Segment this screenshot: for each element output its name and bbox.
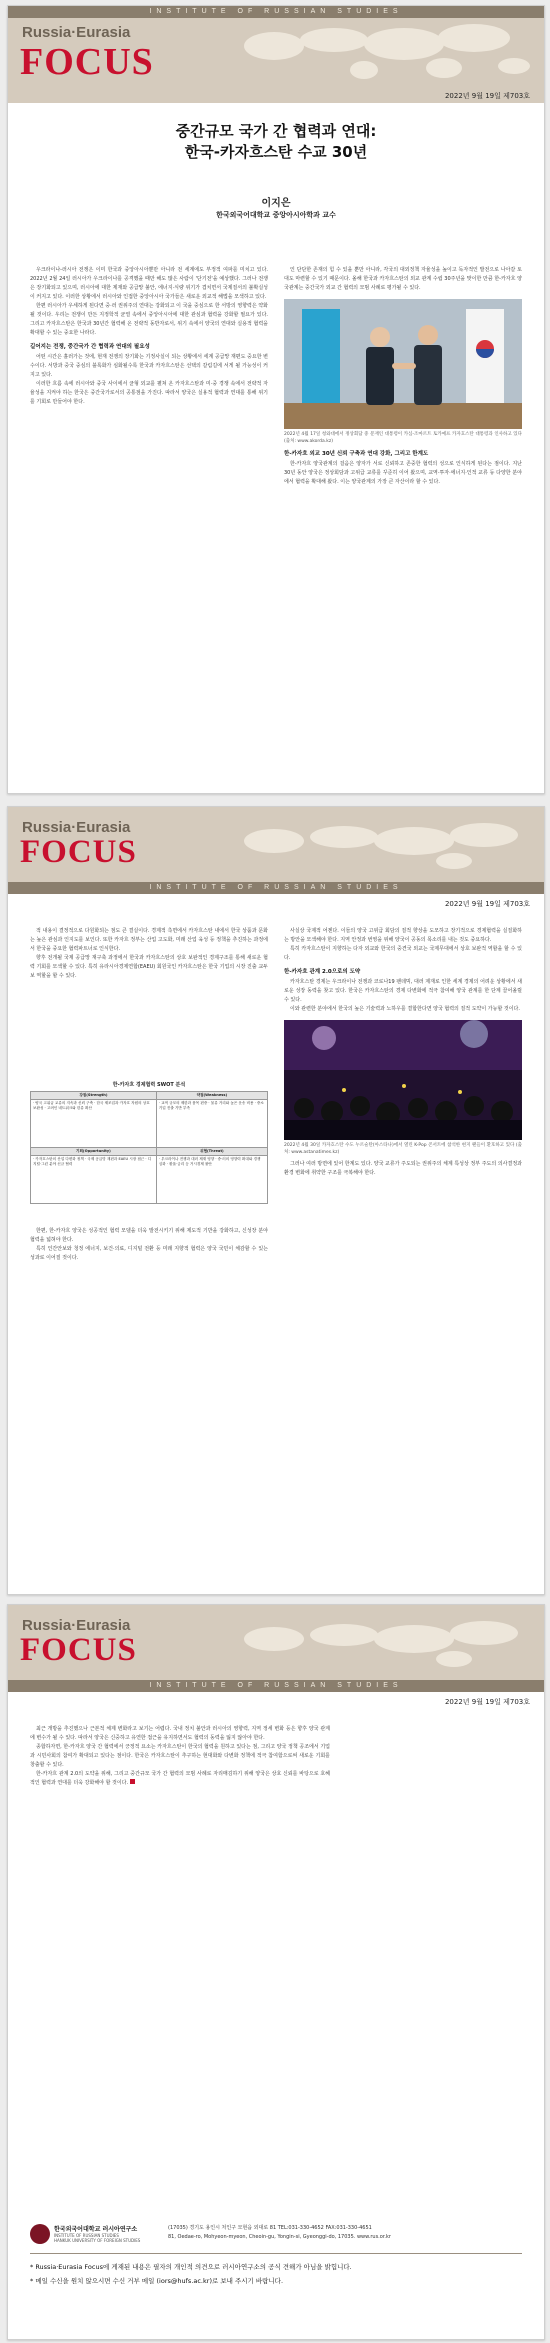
paragraph: 우크라이나-러시아 전쟁은 이미 한국과 중앙아시아뿐만 아니라 전 세계에도 부정적 여파를 미치고 있다. 2022년 2월 24일 러시아가 우크라이나를 공격했을 때만 해도 많은 사람이 '단기전'을 예상했다. 그러나 전쟁은 장기화되고 있으며, 러시아에 대한 제재와 공급망 불안, 에너지·식량 위기가 겹치면서 국제질서의 불확실성이 커지고 있다. 이러한 상황에서 러시아와 인접한 중앙아시아 국가들은 새로운 외교적 해법을 모색하고 있다. [30,267,268,300]
footer-org-english [54,2233,140,2243]
paragraph: 한편, 한-카자흐 양국은 성공적인 협력 모델을 더욱 발전시키기 위해 제도적 기반을 강화하고, 신성장 분야 협력을 넓혀야 한다. [30,1228,268,1243]
paragraph: 이러한 흐름 속에 러시아와 중국 사이에서 균형 외교를 펼쳐 온 카자흐스탄과 미·중 경쟁 속에서 전략적 자율성을 지켜야 하는 한국은 중간국가로서의 공통점을 가진다. 따라서 양국은 실용적 협력과 연대를 통해 위기를 기회로 만들어야 한다. [30,381,268,405]
series-title-small: Russia·Eurasia [22,819,131,836]
swot-table [30,1091,268,1204]
concert-photo [284,1020,522,1140]
swot-opportunity-body: · 카자흐스탄의 산업 다변화 정책 · 국제 공급망 재편과 EAEU 시장 접근 · 디지털·그린 분야 신규 협력 [31,1156,157,1204]
paragraph [30,1770,330,1788]
newsletter-header [8,6,544,103]
newsletter-header [8,807,544,894]
article-title-line2: 한국-카자흐스탄 수교 30년 [184,143,368,161]
newsletter-header [8,1605,544,1692]
article-title-line1: 중간규모 국가 간 협력과 연대: [175,122,377,140]
paragraph: 이와 관련한 분야에서 한국의 높은 기술력과 노하우를 결합한다면 양국 협력의 질적 도약이 가능할 것이다. [290,1006,520,1012]
paragraph: 최근 개방을 추진했으나 근본적 체제 변화라고 보기는 어렵다. 국내 정치 불안과 러시아의 영향력, 지역 정세 변화 등은 향후 양국 관계에 변수가 될 수 있다. 따라서 양국은 신중하고 유연한 접근을 유지하면서도 협력의 동력을 잃지 않아야 한다. [30,1726,330,1741]
author-name: 이지은 [261,198,291,209]
series-title-focus: FOCUS [20,1632,137,1668]
issue-date: 2022년 9월 19일 제703호 [444,900,530,908]
paragraph: 카자흐스탄 경제는 우크라이나 전쟁과 코로나19 팬데믹, 대러 제재로 인한 세계 경제의 어려운 상황에서 새로운 성장 동력을 찾고 있다. 한국은 카자흐스탄의 경제 다변화에 적극 참여해 양국 관계를 한 단계 끌어올릴 수 있다. [284,979,522,1003]
section-heading: 한-카자흐 관계 2.0으로의 도약 [284,969,361,975]
page3-body [30,1725,330,1975]
swot-table-title: 한-카자흐 경제협력 SWOT 분석 [112,1082,186,1088]
footer-divider [30,2253,522,2254]
paragraph: 특히 카자흐스탄이 지향하는 다자 외교와 한국의 중견국 외교는 국제무대에서 상호 보완적 역할을 할 수 있다. [284,946,522,961]
concert-photo-image [284,1020,522,1140]
header-bottom-bar: INSTITUTE OF RUSSIAN STUDIES [8,1680,544,1692]
paragraph: 사실상 국제적 어젠다. 이들의 양국 고위급 회담의 질적 향상을 도모하고 장기적으로 경제협력을 실질화하는 방안을 모색해야 한다. 지역 안정과 번영을 위해 양국이 공동의 목소리를 내는 것도 중요하다. [284,928,522,943]
swot-threat-header: 위협(Threat) [156,1148,267,1156]
paragraph: 적 내용이 결정적으로 다원화되는 점도 큰 결실이다. 경제적 측면에서 카자흐스탄 내에서 한국 상품과 문화는 높은 관심과 인지도를 보인다. 또한 카자흐 정부는 산업 고도화, 미래 산업 육성 등 정책을 추진하는 과정에서 한국을 중요한 협력파트너로 인식한다. [30,928,268,952]
section-heading: 한-카자흐 외교 30년 신뢰 구축과 연대 강화, 그리고 한계도 [284,451,429,457]
footer-address-ko: (17035) 경기도 용인시 처인구 모현읍 외대로 81 TEL:031-330-4652 FAX:031-330-4651 [168,2225,372,2231]
page1-left-column [30,266,268,771]
series-title-focus: FOCUS [20,834,137,870]
swot-opportunity-header: 기회(Opportunity) [31,1148,157,1156]
author-affiliation: 한국외국어대학교 중앙아시아학과 교수 [216,211,336,219]
paragraph: 한-카자흐 양국관계의 걸음은 양자가 서로 신뢰하고 존중한 협력의 성으로 인식하게 된다는 점이다. 지난 30년 동안 양국은 정상회담과 고위급 교류를 꾸준히 이어 왔으며, 교역·투자·에너지·인적 교류 등 다양한 분야에서 협력을 확대해 왔다. 이는 양국관계의 가장 큰 자산이라 할 수 있다. [284,461,522,485]
series-title-small: Russia·Eurasia [22,24,131,41]
swot-strength-header: 강점(Strength) [31,1092,157,1100]
page-3 [7,1604,545,2340]
institute-seal-icon [30,2224,50,2244]
paragraph: 특히 인간안보와 청정 에너지, 보건·의료, 디지털 전환 등 미래 지향적 협력은 양국 국민이 체감할 수 있는 성과로 이어질 것이다. [30,1246,268,1261]
page2-left-column [30,927,268,1072]
issue-date: 2022년 9월 19일 제703호 [444,1698,530,1706]
issue-date: 2022년 9월 19일 제703호 [444,92,530,100]
page2-right-column [284,927,522,1572]
paragraph-text: 한-카자흐 관계 2.0의 도약을 위해, 그리고 중간규모 국가 간 협력의 모범 사례로 자리매김하기 위해 양국은 상호 신뢰를 바탕으로 호혜적인 협력과 연대를 더욱 강화해야 할 것이다. [30,1771,330,1786]
footer-org-name: 한국외국어대학교 러시아연구소 [54,2226,138,2233]
paragraph: 그러나 여러 방면에 있어 한계도 있다. 양국 교류가 주도되는 권위주의 체계 특성상 정부 주도의 의사결정과 환경 변화에 취약한 구조를 극복해야 한다. [284,1161,522,1176]
photo-caption: 2022년 4월 17일 청와대에서 정상회담 중 문재인 대통령이 카심-조마르트 토카예프 카자흐스탄 대통령과 인사하고 있다 (출처: www.akorda.kz) [284,432,522,444]
series-title-small: Russia·Eurasia [22,1617,131,1634]
swot-weakness-body: · 교역 규모의 제한과 품목 편중 · 물류 거리와 높은 운송 비용 · 중소기업 진출 기반 부족 [156,1100,267,1148]
footer-address [168,2224,498,2242]
header-top-bar: INSTITUTE OF RUSSIAN STUDIES [8,6,544,18]
swot-threat-body: · 우크라이나 전쟁과 대러 제재 영향 · 중·러의 영향력 확대와 경쟁 심화 · 환율·금리 등 거시경제 불안 [156,1156,267,1204]
header-bottom-bar: INSTITUTE OF RUSSIAN STUDIES [8,882,544,894]
paragraph: 한편 러시아가 우세하게 된다면 중·러 권위주의 연대는 강화되고 이 국을 중심으로 한 서방의 영향력은 약화될 것이다. 우리는 전쟁이 만든 지정학적 균열 속에서 중앙아시아에 대한 관심과 협력을 강화할 필요가 있다. 그리고 카자흐스탄은 한국과 30년간 협력해 온 전략적 동반자로서, 위기 속에서 양국의 연대와 실용적 협력을 확대할 수 있는 중요한 나라다. [30,303,268,336]
summit-photo-image [284,299,522,429]
page-2 [7,806,545,1595]
footer-org-english-line2: HANKUK UNIVERSITY OF FOREIGN STUDIES [54,2238,141,2243]
paragraph: 인 단단한 존재의 힘 수 있을 뿐만 아니라, 각국의 대외정책 자율성을 높이고 독자적인 발전으로 나아갈 토대도 마련할 수 있기 때문이다. 올해 한국과 카자흐스탄의 외교 관계 수립 30주년을 맞이한 만큼 한-카자흐 양국관계는 중간국가 외교 간 협력의 모범 사례로 평가될 수 있다. [284,267,522,291]
paragraph: 향후 전개될 국제 공급망 재구축 과정에서 한국과 카자흐스탄의 상호 보완적인 경제구조를 통해 새로운 협력 기회를 모색할 수 있다. 특히 유라시아경제연합(EAEU) 회원국인 카자흐스탄은 한국 기업의 시장 진출 교두보 역할을 할 수 있다. [30,955,268,979]
footer-org-english-line1: INSTITUTE OF RUSSIAN STUDIES [54,2233,119,2238]
paragraph: 어떤 시간은 흘러가는 것에, 현재 전쟁의 장기화는 기정사실이 되는 상황에서 세계 공급망 재편도 중요한 변수이다. 서방과 중국 중심의 블록화가 심화될수록 한국과 카자흐스탄은 선택의 갈림길에 서게 될 가능성이 커지고 있다. [30,354,268,378]
world-map-icon [214,807,544,894]
photo-caption: 2022년 4월 30일 카자흐스탄 수도 누르술탄(아스타나)에서 열린 K-Pop 콘서트에 참석한 현지 팬들이 환호하고 있다 (출처: www.astanatimes.kz) [284,1143,522,1155]
swot-strength-body: · 양국 고위급 교류의 지속과 신뢰 구축 · 한국 제조업과 카자흐 자원의 상호 보완성 · 고려인 네트워크와 한류 확산 [31,1100,157,1148]
footer-address-en: 81, Oedae-ro, Mohyeon-myeon, Cheoin-gu, Yongin-si, Gyeonggi-do, 17035. www.rus.or.kr [168,2234,391,2240]
footer-unsubscribe-note: * 메일 수신을 원치 않으시면 수신 거부 메일 (iors@hufs.ac.kr)로 보내 주시기 바랍니다. [30,2277,284,2285]
page2-left-column-lower [30,1227,268,1572]
page1-right-column [284,266,522,771]
section-heading: 길어지는 전쟁, 중간국가 간 협력과 연대의 필요성 [30,344,150,350]
swot-weakness-header: 약점(Weakness) [156,1092,267,1100]
world-map-icon [214,1605,544,1692]
world-map-icon [214,6,544,103]
summit-photo [284,299,522,429]
article-title [8,121,544,163]
end-mark-icon [130,1779,135,1784]
paragraph: 종합하자면, 한-카자흐 양국 간 협력에서 긍정적 요소는 카자흐스탄이 한국의 협력을 원하고 있다는 점, 그리고 양국 정책 공조에서 기업과 시민사회의 참여가 확대되고 있다는 점이다. 한국은 카자흐스탄이 추구하는 현대화와 다변화 정책에 적극 참여함으로써 새로운 기회를 창출할 수 있다. [30,1744,330,1768]
footer-disclaimer: * Russia·Eurasia Focus에 게재된 내용은 필자의 개인적 의견으로 러시아연구소의 공식 견해가 아님을 밝힙니다. [30,2263,352,2271]
page-1 [7,5,545,794]
series-title-focus: FOCUS [20,41,154,83]
